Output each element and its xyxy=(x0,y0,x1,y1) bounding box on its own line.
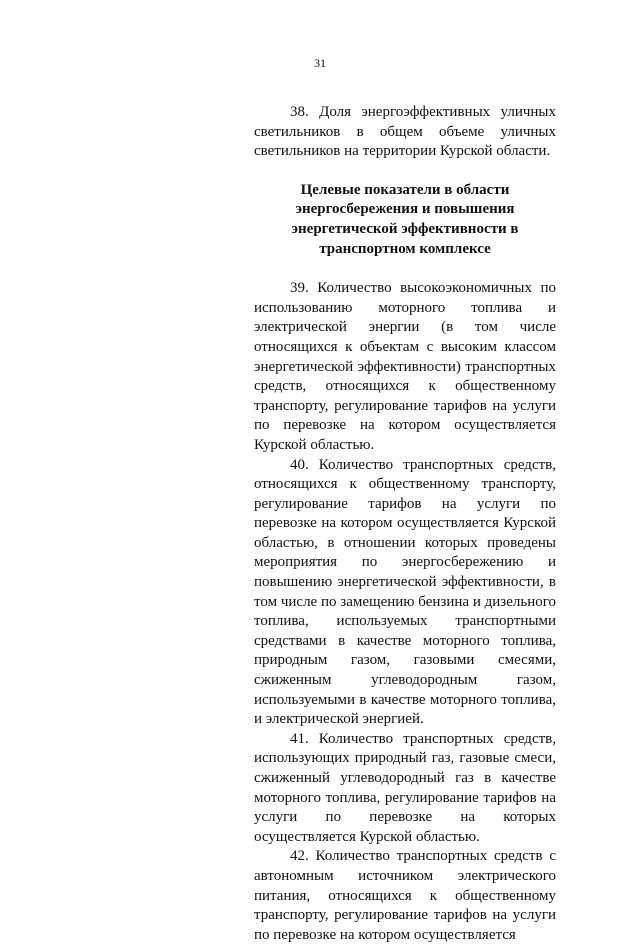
section-heading: Целевые показатели в области энергосбережения и повышения энергетической эффективности в транспортном комплексе xyxy=(291,181,519,257)
paragraph-40: 40. Количество транспортных средств, относящихся к общественному транспорту, регулирование тарифов на услуги по перевозке на котором осуществляется Курской областью, в отношении которых проведены мероприятия по энергосбережению и повышению энергетической эффективности, в том числе по замещению бензина и дизельного топлива, используемых транспортными средствами в качестве моторного топлива, природным газом, газовыми смесями, сжиженным углеводородным газом, используемыми в качестве моторного топлива, и электрической энергией. xyxy=(254,456,556,728)
paragraph-42: 42. Количество транспортных средств с автономным источником электрического питания, относящихся к общественному транспорту, регулирование тарифов на услуги по перевозке на котором осуществляется xyxy=(254,848,556,943)
page-number: 31 xyxy=(314,56,326,70)
paragraph-41: 41. Количество транспортных средств, использующих природный газ, газовые смеси, сжиженный углеводородный газ в качестве моторного топлива, регулирование тарифов на услуги по перевозке на которых осуществляется Курской областью. xyxy=(254,730,556,845)
document-body xyxy=(254,103,556,945)
paragraph-38: 38. Доля энергоэффективных уличных светильников в общем объеме уличных светильников на территории Курской области. xyxy=(254,104,556,160)
paragraph-39: 39. Количество высокоэкономичных по использованию моторного топлива и электрической энергии (в том числе относящихся к объектам с высоким классом энергетической эффективности) транспортных средств, относящихся к общественному транспорту, регулирование тарифов на услуги по перевозке на котором осуществляется Курской областью. xyxy=(254,280,556,453)
